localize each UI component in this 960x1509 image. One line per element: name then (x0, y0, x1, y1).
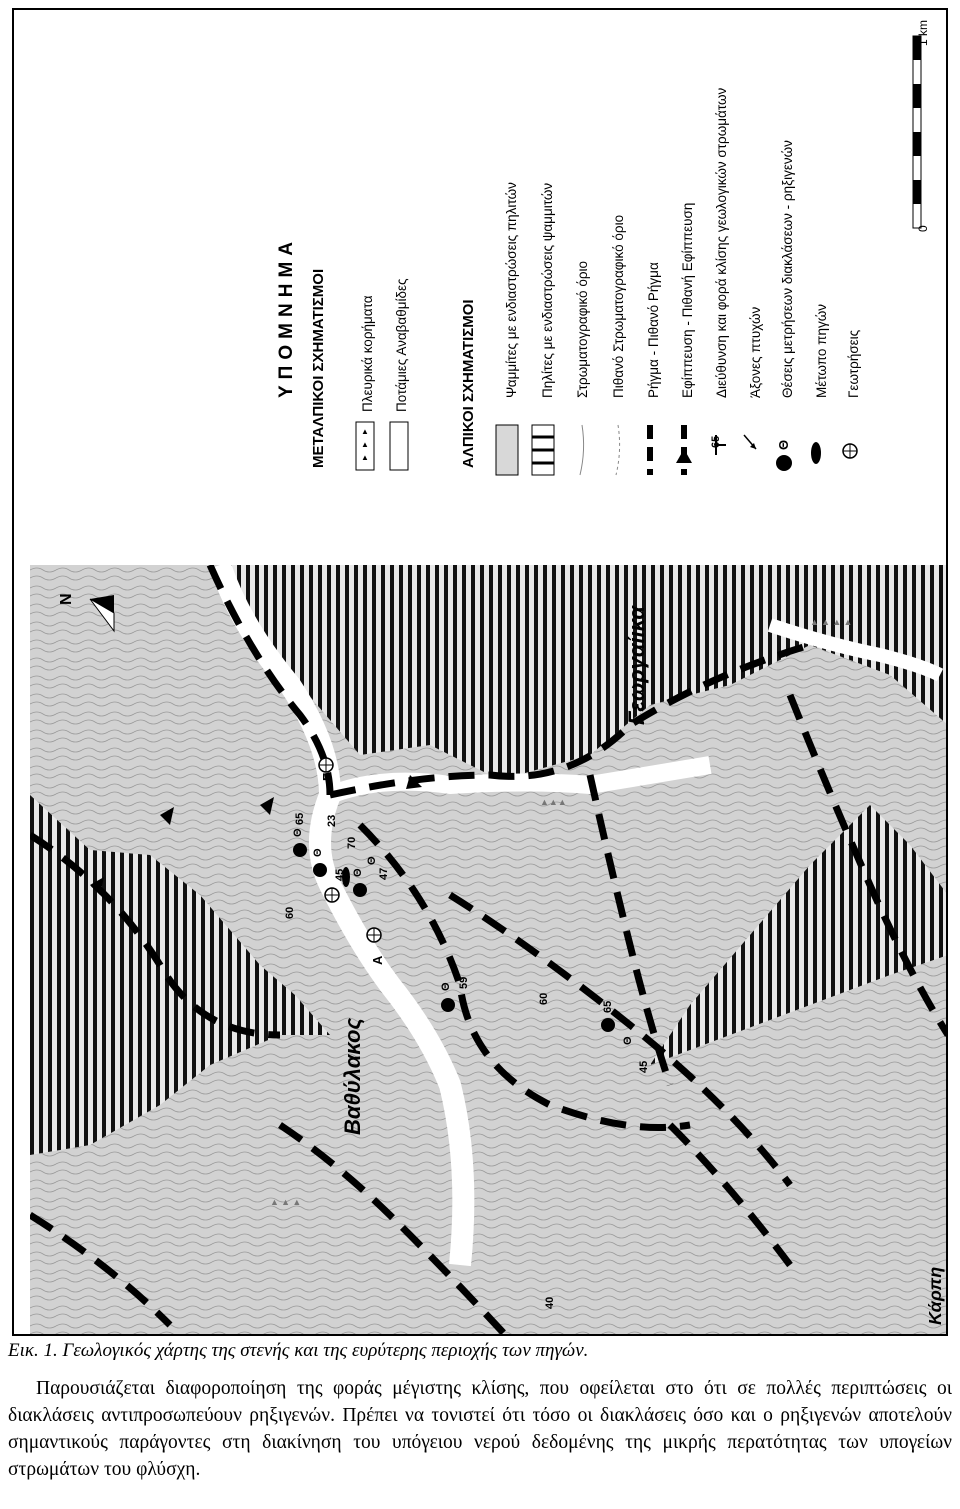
legend-item-probable-boundary: Πιθανό Στρωματογραφικό όριο (611, 214, 626, 398)
point-g-label: Γ (320, 773, 335, 781)
svg-text:▲: ▲ (361, 453, 369, 462)
scale-start-label: 0 (916, 225, 930, 232)
svg-text:▲▲▲: ▲▲▲ (540, 797, 567, 807)
theta-label-6: Θ (366, 856, 378, 865)
dip-value-65a: 65 (294, 812, 306, 825)
legend-symbol-theta: Θ (776, 439, 791, 450)
map-canvas (30, 565, 948, 1336)
dip-value-59: 59 (458, 976, 470, 989)
dip-value-23: 23 (326, 814, 338, 827)
place-georgaika: Γεωργαίικα (624, 606, 649, 725)
legend-item-spring-front: Μέτωπο πηγών (814, 304, 829, 398)
paragraph-text: Παρουσιάζεται διαφοροποίηση της φοράς μέγιστης κλίσης, που οφείλεται στο ότι σε πολλές περιπτώσεις οι διακλάσεις αντιπροσωπεύουν ρηξιγενών. Πρέπει να τονιστεί ότι τόσο οι διακλάσεις όσο και ο ρηξιγενών αποτελούν σημαντικούς παράγοντες στη διακίνηση του υπόγειου νερού δεδομένης της μικρής περατότητας των υπογείων στρωμάτων του φλύσχη. (8, 1378, 952, 1480)
svg-text:▲: ▲ (361, 440, 369, 449)
legend-item-joint-stations: Θέσεις μετρήσεων διακλάσεων - ρηξιγενών (780, 140, 795, 398)
svg-text:▲ ▲ ▲ ▲: ▲ ▲ ▲ ▲ (810, 617, 853, 627)
figure-caption: Εικ. 1. Γεωλογικός χάρτης της στενής και της ευρύτερης περιοχής των πηγών. (8, 1340, 589, 1361)
legend-item-sandstones: Ψαμμίτες με ενδιαστρώσεις πηλιτών (504, 182, 519, 398)
legend-group-alpine: ΑΛΠΙΚΟΙ ΣΧΗΜΑΤΙΣΜΟΙ (460, 299, 477, 468)
geological-map-figure (12, 8, 948, 1336)
place-karpi: Κάρπη (925, 1266, 945, 1325)
dip-value-65b: 65 (602, 1000, 614, 1013)
svg-text:▲: ▲ (361, 427, 369, 436)
dip-value-60a: 60 (284, 906, 296, 919)
dip-value-60b: 60 (538, 992, 550, 1005)
theta-label-4: Θ (440, 982, 452, 991)
dip-value-45b: 45 (638, 1060, 650, 1073)
legend-symbols-metallic (354, 420, 414, 475)
legend-symbols-alpine (494, 405, 894, 485)
legend-item-boreholes: Γεωτρήσεις (846, 329, 861, 398)
legend-item-dip: Διεύθυνση και φορά κλίσης γεωλογικών στρωμάτων (714, 87, 729, 398)
legend-item-fault: Ρήγμα - Πιθανό Ρήγμα (646, 262, 661, 398)
north-label: N (58, 593, 75, 605)
legend-item-river-terraces: Ποτάμιες Αναβαθμίδες (394, 278, 409, 412)
dip-value-47: 47 (378, 867, 390, 880)
theta-label-3: Θ (352, 868, 364, 877)
scale-end-label: 1 km (916, 19, 930, 46)
legend-item-fold-axes: Άξονες πτυχών (748, 306, 763, 398)
theta-label-2: Θ (312, 848, 324, 857)
dip-value-70: 70 (346, 836, 358, 849)
legend-symbol-dip-value: 65 (710, 435, 722, 448)
theta-label-5: Θ (622, 1036, 634, 1045)
dip-value-40: 40 (544, 1296, 556, 1309)
theta-label-1: Θ (292, 828, 304, 837)
map-area (30, 565, 948, 1336)
map-legend (14, 10, 948, 565)
legend-title: ΥΠΟΜΝΗΜΑ (276, 236, 297, 398)
legend-group-metallic: ΜΕΤΑΛΠΙΚΟΙ ΣΧΗΜΑΤΙΣΜΟΙ (310, 268, 327, 468)
legend-item-scree: Πλευρικά κορήματα (360, 295, 375, 412)
scale-bar (909, 32, 929, 232)
legend-item-pelites: Πηλίτες με ενδιαστρώσεις ψαμμιτών (540, 182, 555, 398)
point-a-label: Α (370, 955, 385, 965)
place-vathylakos: Βαθύλακος (340, 1017, 365, 1135)
svg-text:▲ ▲ ▲: ▲ ▲ ▲ (270, 1197, 302, 1207)
legend-item-stratigraphic-boundary: Στρωματογραφικό όριο (575, 260, 590, 398)
dip-value-45a: 45 (334, 868, 346, 881)
body-paragraph (8, 1375, 952, 1483)
legend-item-thrust: Εφίππευση - Πιθανή Εφίππευση (680, 202, 695, 398)
